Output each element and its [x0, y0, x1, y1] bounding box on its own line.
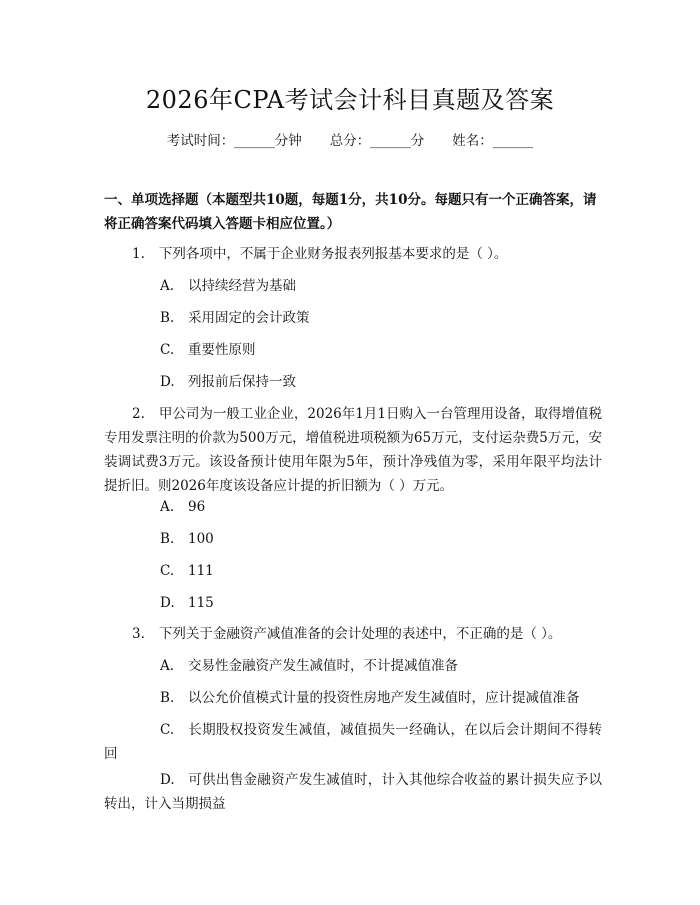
question-2-option-d	[160, 591, 602, 615]
exam-time-blank: ______分钟	[234, 133, 302, 149]
question-1	[104, 242, 602, 266]
option-text: 以持续经营为基础	[188, 278, 296, 294]
option-label: D.	[160, 374, 175, 390]
option-text: 可供出售金融资产发生减值时，计入其他综合收益的累计损失应予以转出，计入当期损益	[104, 772, 602, 812]
question-3-option-c	[104, 718, 602, 766]
option-label: A.	[160, 278, 175, 294]
option-label: A.	[160, 499, 175, 515]
question-2-option-a	[160, 495, 602, 519]
question-text: 下列各项中，不属于企业财务报表列报基本要求的是（ ）。	[158, 246, 508, 262]
section-heading: 一、单项选择题（本题型共10题，每题1分，共10分。每题只有一个正确答案，请将正确答案代码填入答题卡相应位置。）	[104, 192, 597, 232]
exam-time-label: 考试时间：	[166, 133, 235, 149]
question-2-option-b	[160, 527, 602, 551]
option-label: B.	[160, 690, 175, 706]
question-number: 3.	[132, 626, 145, 642]
option-label: B.	[160, 531, 175, 547]
option-label: C.	[160, 342, 175, 358]
option-label: A.	[160, 658, 175, 674]
option-text: 采用固定的会计政策	[188, 310, 310, 326]
option-text: 100	[188, 531, 214, 547]
name-blank: ______	[492, 133, 534, 149]
option-text: 交易性金融资产发生减值时，不计提减值准备	[188, 658, 458, 674]
option-text: 重要性原则	[188, 342, 256, 358]
option-label: D.	[160, 595, 175, 611]
question-3-option-b	[160, 686, 602, 710]
option-text: 96	[188, 499, 206, 515]
question-1-option-b	[160, 306, 602, 330]
question-1-option-a	[160, 274, 602, 298]
question-1-option-d	[160, 370, 602, 394]
question-3-option-a	[160, 654, 602, 678]
question-number: 2.	[132, 406, 145, 422]
option-label: D.	[160, 772, 175, 788]
question-number: 1.	[132, 246, 145, 262]
option-text: 115	[188, 595, 214, 611]
total-score-label: 总分：	[329, 133, 371, 149]
question-text: 下列关于金融资产减值准备的会计处理的表述中，不正确的是（ ）。	[158, 626, 562, 642]
option-label: C.	[160, 563, 175, 579]
question-3	[104, 622, 602, 646]
option-text: 长期股权投资发生减值，减值损失一经确认，在以后会计期间不得转回	[104, 722, 602, 762]
option-label: C.	[160, 722, 175, 738]
question-2-option-c	[160, 559, 602, 583]
option-text: 以公允价值模式计量的投资性房地产发生减值时，应计提减值准备	[188, 690, 580, 706]
page-title: 2026年CPA考试会计科目真题及答案	[145, 86, 555, 114]
question-text: 甲公司为一般工业企业，2026年1月1日购入一台管理用设备，取得增值税专用发票注明的价款为500万元，增值税进项税额为65万元，支付运杂费5万元，安装调试费3万元。该设备预计使用年限为5年，预计净残值为零，采用年限平均法计提折旧。则2026年度该设备应计提的折旧额为（ ）万元。	[104, 406, 602, 494]
option-text: 111	[188, 563, 214, 579]
total-score-blank: ______分	[370, 133, 425, 149]
option-text: 列报前后保持一致	[188, 374, 296, 390]
question-2	[104, 402, 602, 498]
question-3-option-d	[104, 768, 602, 816]
option-label: B.	[160, 310, 175, 326]
exam-info-line	[0, 131, 700, 151]
question-1-option-c	[160, 338, 602, 362]
name-label: 姓名：	[452, 133, 493, 149]
